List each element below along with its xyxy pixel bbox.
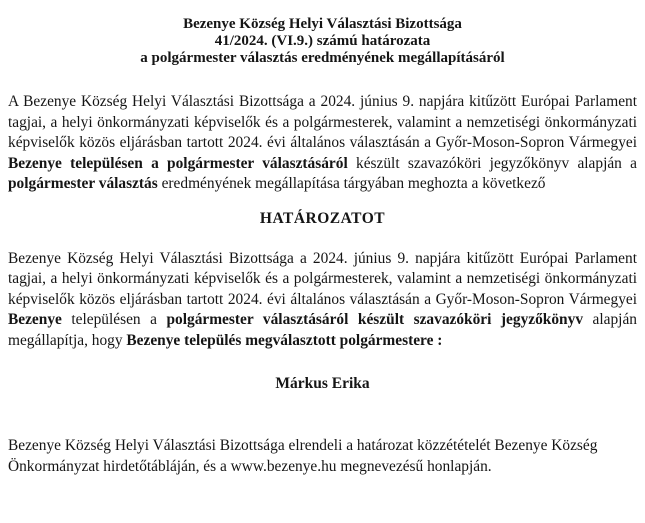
title-line-subject: a polgármester választás eredményének megállapításáról [140, 50, 505, 66]
text-run: Bezenye településen a polgármester választásáról [8, 154, 348, 172]
text-run: A Bezenye Község Helyi Választási Bizottsága a 2024. június 9. napjára kitűzött Európai Parlament tagjai, a helyi önkormányzati képviselők és a polgármesterek, valamint a nemzetiségi önkormányzati képviselők közös eljárásban tartott 2024. évi általános választásán a Győr-Moson-Sopron Vármegyei [8, 93, 637, 151]
text-run: Bezenye [8, 311, 62, 329]
resolution-heading: HATÁROZATOT [259, 209, 386, 227]
decision-paragraph [8, 249, 637, 352]
text-run: Bezenye Község Helyi Választási Bizottsága a 2024. június 9. napjára kitűzött Európai Parlament tagjai, a helyi önkormányzati képviselők és a polgármesterek, valamint a nemzetiségi önkormányzati képviselők közös eljárásban tartott 2024. évi általános választásán a Győr-Moson-Sopron Vármegyei [8, 249, 637, 308]
text-run: alapján megállapítja, hogy [8, 311, 637, 349]
title-line-committee: Bezenye Község Helyi Választási Bizottsága [183, 16, 462, 32]
winner-name: Márkus Erika [275, 375, 370, 393]
document-title [8, 16, 637, 67]
text-run: Bezenye település megválasztott polgármestere : [126, 331, 443, 349]
title-line-resolution-number: 41/2024. (VI.9.) számú határozata [214, 33, 431, 49]
text-run: eredményének megállapítása tárgyában meghozta a következő [157, 175, 546, 192]
text-run: Bezenye Község Helyi Választási Bizottsága elrendeli a határozat közzétételét Bezenye Község Önkormányzat hirdetőtábláján, és a www.bezenye.hu megnevezésű honlapján. [8, 437, 598, 475]
text-run: polgármester választás [8, 175, 158, 192]
text-run: polgármester választásáról készült szavazóköri jegyzőkönyv [166, 311, 584, 329]
intro-paragraph [8, 92, 637, 195]
text-run: készült szavazóköri jegyzőkönyv alapján a [347, 154, 637, 172]
text-run: településen a [61, 311, 167, 329]
closing-paragraph [8, 436, 637, 477]
